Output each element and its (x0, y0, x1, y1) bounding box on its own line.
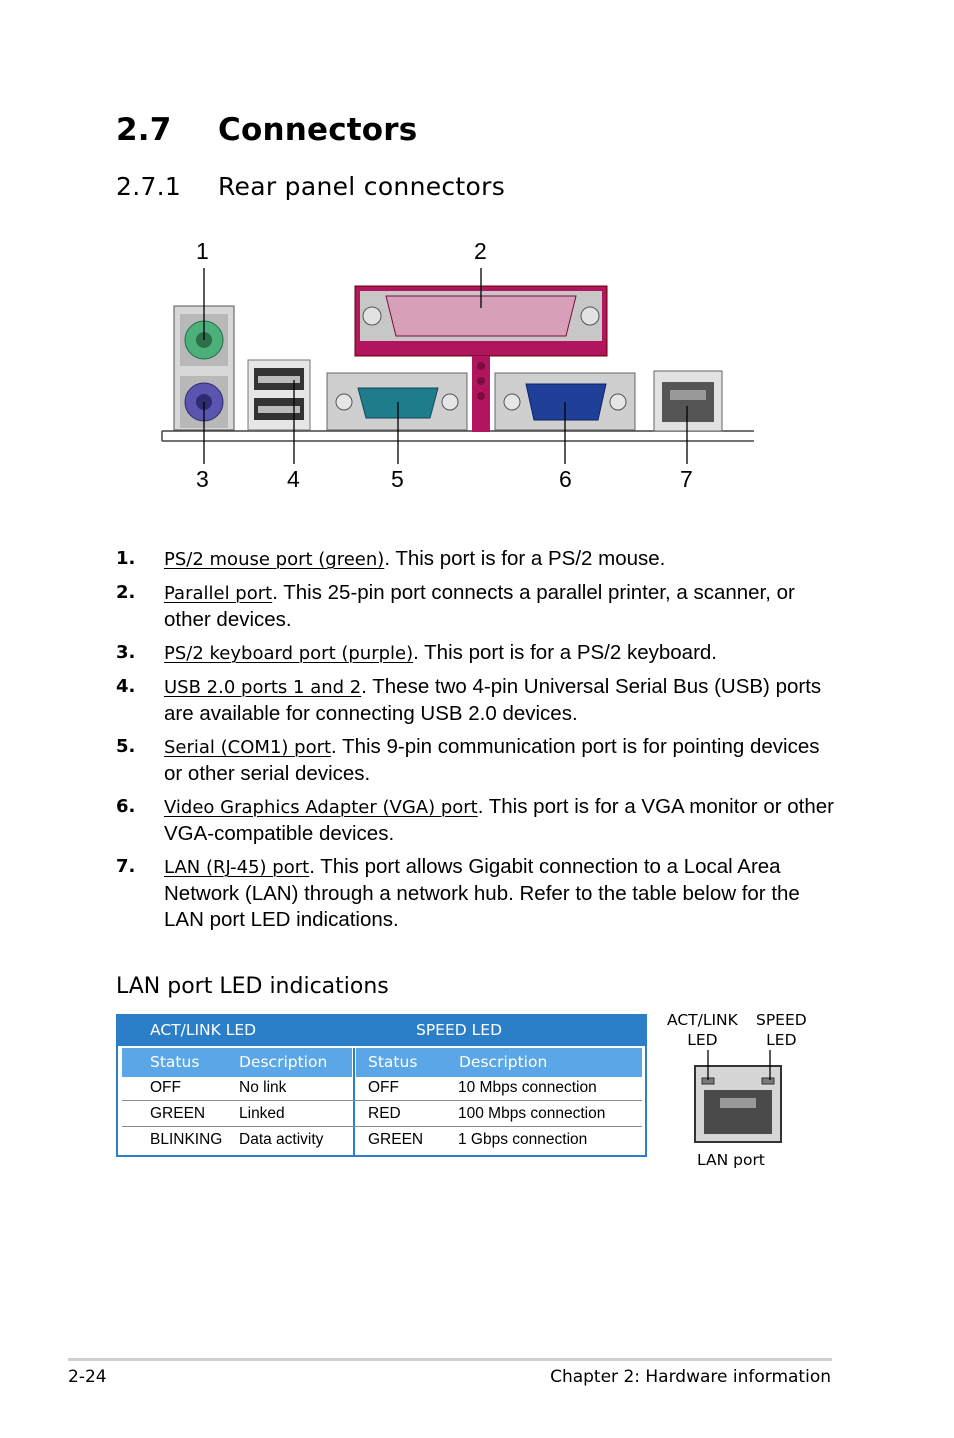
act-link-group-label: ACT/LINK LED (150, 1021, 257, 1039)
table-cell: No link (239, 1079, 287, 1096)
rear-panel-diagram (150, 236, 770, 506)
subsection-title: 2.7.1 Rear panel connectors (116, 172, 506, 201)
list-item: 4. USB 2.0 ports 1 and 2. These two 4-pin Universal Serial Bus (USB) ports are available for connecting USB 2.0 devices. (116, 675, 822, 725)
list-item: 7. LAN (RJ-45) port. This port allows Gigabit connection to a Local Area Network (LAN) through a network hub. Refer to the table below for the LAN port LED indications. (116, 855, 800, 931)
callout-2: 2 (474, 238, 487, 264)
footer-rule (68, 1358, 832, 1361)
list-item: 5. Serial (COM1) port. This 9-pin communication port is for pointing devices or other serial devices. (116, 735, 820, 785)
callout-6: 6 (559, 466, 572, 492)
usb-ports (248, 360, 310, 430)
speed-group-label: SPEED LED (416, 1021, 502, 1039)
page-number: 2-24 (68, 1367, 107, 1387)
table-cell: Data activity (239, 1131, 324, 1148)
act-link-led-label: ACT/LINK LED (667, 1011, 738, 1049)
row-divider (122, 1126, 642, 1127)
table-cell: BLINKING (150, 1131, 223, 1148)
section-title: 2.7 Connectors (116, 112, 418, 148)
act-status-header: Status (150, 1053, 200, 1071)
table-cell: 100 Mbps connection (458, 1105, 606, 1122)
speed-description-header: Description (459, 1053, 548, 1071)
act-header-row (122, 1048, 352, 1077)
chapter-title: Chapter 2: Hardware information (550, 1367, 831, 1387)
lan-port-caption: LAN port (697, 1151, 765, 1169)
table-cell: Linked (239, 1105, 285, 1122)
lan-port (654, 371, 722, 431)
list-item: 3. PS/2 keyboard port (purple). This port is for a PS/2 keyboard. (116, 641, 717, 664)
led-section-heading: LAN port LED indications (116, 974, 389, 999)
list-item: 6. Video Graphics Adapter (VGA) port. This port is for a VGA monitor or other VGA-compatible devices. (116, 795, 834, 845)
serial-port (327, 373, 467, 430)
table-cell: 1 Gbps connection (458, 1131, 588, 1148)
table-cell: 10 Mbps connection (458, 1079, 597, 1096)
column-divider (353, 1048, 355, 1155)
led-table-group-row (118, 1016, 645, 1046)
table-cell: RED (368, 1105, 401, 1122)
callout-7: 7 (680, 466, 693, 492)
act-description-header: Description (239, 1053, 328, 1071)
connector-list (116, 546, 836, 940)
speed-header-row (356, 1048, 642, 1077)
callout-3: 3 (196, 466, 209, 492)
led-table (116, 1014, 647, 1157)
table-cell: OFF (368, 1079, 399, 1096)
callout-4: 4 (287, 466, 300, 492)
row-divider (122, 1100, 642, 1101)
speed-status-header: Status (368, 1053, 418, 1071)
speed-led-label: SPEED LED (756, 1011, 807, 1049)
list-item: 1. PS/2 mouse port (green). This port is for a PS/2 mouse. (116, 547, 666, 570)
callout-1: 1 (196, 238, 209, 264)
table-cell: GREEN (150, 1105, 206, 1122)
lan-port-figure (690, 1050, 790, 1146)
table-cell: GREEN (368, 1131, 424, 1148)
callout-5: 5 (391, 466, 404, 492)
list-item: 2. Parallel port. This 25-pin port connects a parallel printer, a scanner, or other devices. (116, 581, 795, 631)
table-cell: OFF (150, 1079, 181, 1096)
